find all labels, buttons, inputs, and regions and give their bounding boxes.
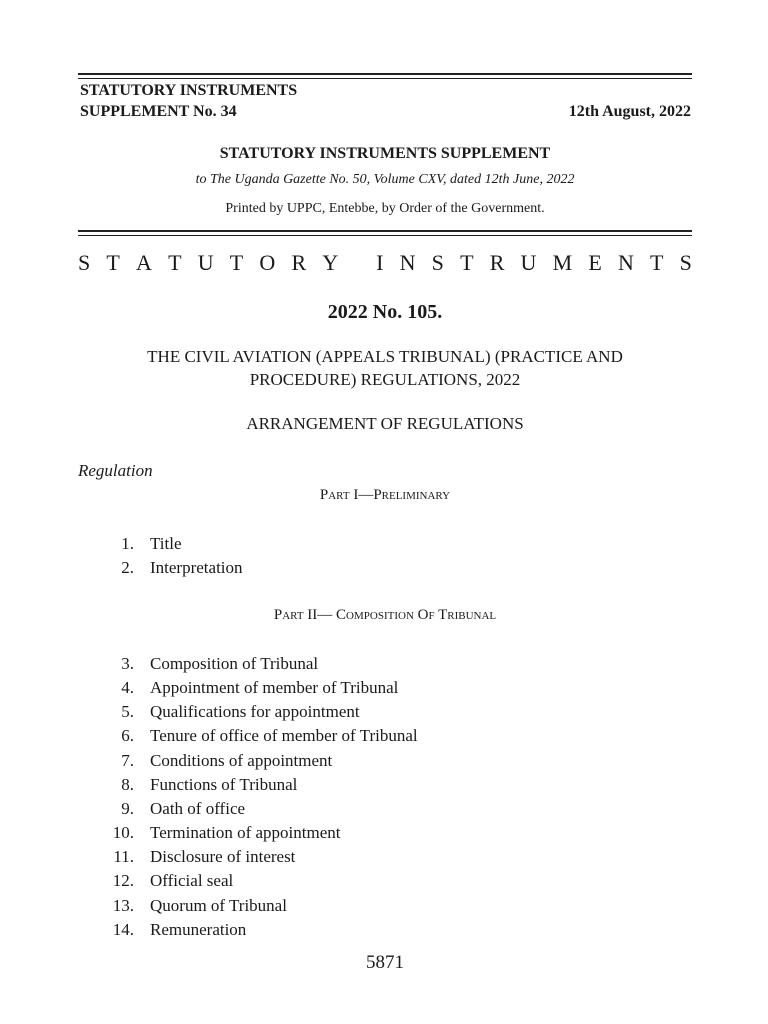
regulation-number: 3. (121, 654, 134, 673)
page-number: 5871 (366, 952, 404, 973)
regulation-list-item (78, 823, 692, 847)
regulation-number: 13. (112, 895, 134, 915)
regulation-list-item (78, 702, 692, 726)
part2-heading: Part II— Composition Of Tribunal (273, 607, 497, 623)
regulation-number: 14. (112, 919, 134, 939)
spaced-heading-letter: O (259, 250, 276, 275)
header-date: 12th August, 2022 (568, 103, 691, 120)
top-double-rule (78, 73, 692, 79)
regulation-number: 12. (112, 871, 134, 891)
regulation-number: 6. (121, 726, 134, 746)
spaced-heading-letter: Y (322, 250, 339, 275)
regulation-list-item (78, 726, 692, 750)
spaced-heading-letter: A (136, 250, 152, 275)
regulation-title: Title (150, 534, 182, 553)
regulation-title: Official seal (150, 871, 234, 891)
regulations-title-line2: PROCEDURE) REGULATIONS, 2022 (249, 370, 521, 389)
regulation-list-item (78, 920, 692, 944)
regulation-number: 9. (121, 798, 134, 818)
regulation-title: Conditions of appointment (150, 750, 333, 770)
spaced-heading-letter: I (376, 250, 384, 275)
regulation-label: Regulation (78, 461, 153, 480)
regulation-list-item (78, 799, 692, 823)
spaced-heading-letter: M (552, 250, 573, 275)
regulation-title: Appointment of member of Tribunal (150, 678, 399, 698)
spaced-heading-letter: U (197, 250, 214, 275)
regulation-list-item (78, 775, 692, 799)
regulation-title: Composition of Tribunal (150, 654, 319, 673)
regulation-title: Quorum of Tribunal (150, 895, 287, 915)
regulation-title: Qualifications for appointment (150, 702, 360, 722)
spaced-heading-letter: E (588, 250, 602, 275)
regulation-title: Termination of appointment (150, 823, 341, 843)
header-supplement-number: SUPPLEMENT No. 34 (80, 103, 237, 120)
spaced-heading-letter: T (460, 250, 474, 275)
regulation-list-item (78, 534, 692, 558)
spaced-heading-letter: T (168, 250, 182, 275)
regulation-list-item (78, 678, 692, 702)
regulations-title-line1: THE CIVIL AVIATION (APPEALS TRIBUNAL) (PRACTICE AND (147, 347, 623, 366)
regulation-number: 10. (112, 823, 134, 843)
regulation-title: Disclosure of interest (150, 847, 296, 867)
printed-by: Printed by UPPC, Entebbe, by Order of the Government. (225, 201, 545, 216)
spaced-heading-letter: R (489, 250, 505, 275)
regulation-number: 11. (113, 847, 134, 867)
spaced-heading (78, 250, 692, 276)
regulation-title: Functions of Tribunal (150, 774, 298, 794)
regulation-title: Interpretation (150, 558, 243, 577)
spaced-heading-letter: R (291, 250, 307, 275)
regulation-number: 5. (121, 702, 134, 722)
instrument-number: 2022 No. 105. (327, 301, 443, 323)
regulation-list-item (78, 558, 692, 582)
supplement-title: STATUTORY INSTRUMENTS SUPPLEMENT (219, 145, 551, 162)
middle-double-rule (78, 230, 692, 236)
spaced-heading-letter: T (650, 250, 664, 275)
gazette-reference: to The Uganda Gazette No. 50, Volume CXV, dated 12th June, 2022 (195, 172, 575, 187)
regulation-list-item (78, 896, 692, 920)
regulation-list-item (78, 871, 692, 895)
word-gap (354, 250, 360, 276)
spaced-heading-letter: N (399, 250, 416, 275)
regulation-number: 4. (121, 678, 134, 698)
regulation-title: Tenure of office of member of Tribunal (150, 726, 418, 746)
spaced-heading-letter: S (431, 250, 444, 275)
regulation-number: 2. (121, 558, 134, 577)
regulation-list-item (78, 847, 692, 871)
spaced-heading-letter: T (106, 250, 120, 275)
regulation-title: Remuneration (150, 919, 247, 939)
spaced-heading-letter: U (520, 250, 537, 275)
regulation-list-item (78, 751, 692, 775)
spaced-heading-letter: N (617, 250, 634, 275)
regulation-number: 8. (121, 774, 134, 794)
regulation-number: 1. (121, 534, 134, 553)
regulation-list-item (78, 654, 692, 678)
header-series: STATUTORY INSTRUMENTS (80, 82, 298, 99)
spaced-heading-letter: S (679, 250, 692, 275)
regulation-number: 7. (121, 750, 134, 770)
part1-heading: Part I—Preliminary (319, 487, 451, 503)
spaced-heading-letter: S (78, 250, 91, 275)
arrangement-heading: ARRANGEMENT OF REGULATIONS (246, 414, 524, 433)
regulation-title: Oath of office (150, 798, 246, 818)
spaced-heading-letter: T (229, 250, 244, 275)
